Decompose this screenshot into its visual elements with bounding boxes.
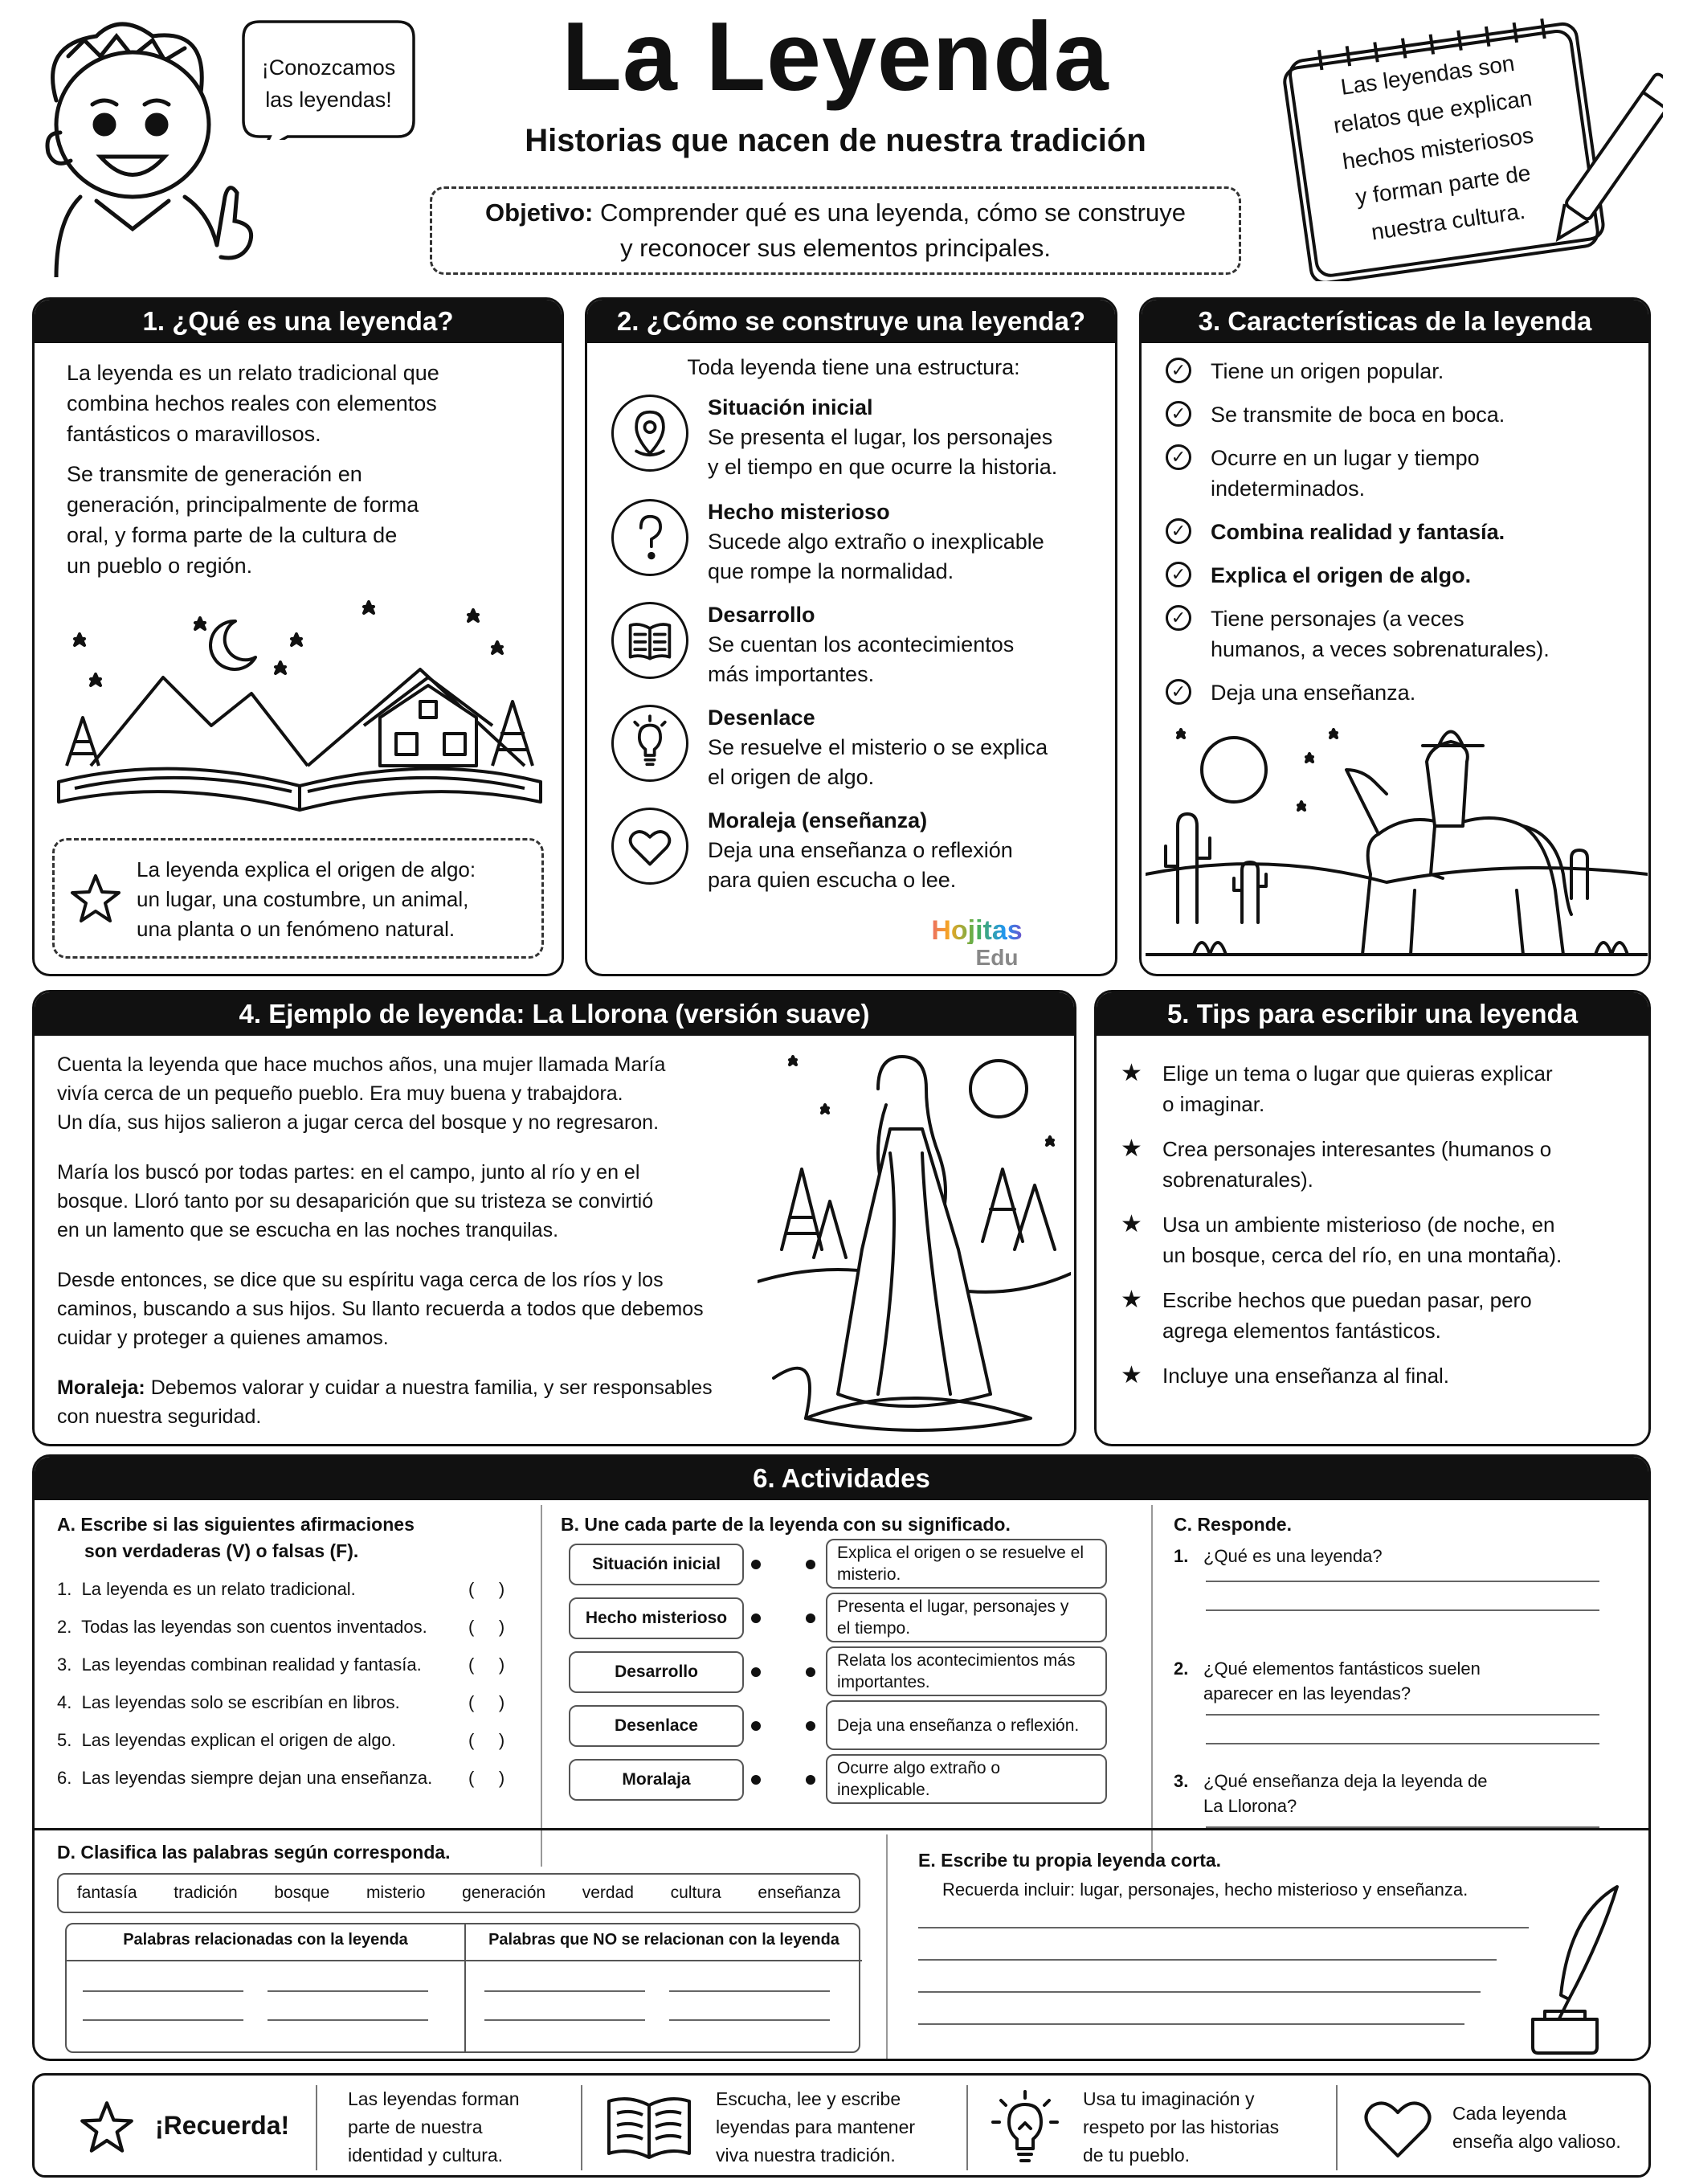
s1-box-l2: un lugar, una costumbre, un animal,: [137, 887, 469, 911]
tip-text: Usa un ambiente misterioso (de noche, en: [1162, 1213, 1555, 1237]
footer-t4-l1: Cada leyenda: [1452, 2103, 1566, 2124]
footer-t2-l3: viva nuestra tradición.: [716, 2145, 896, 2166]
characteristic-item: [1166, 677, 1640, 708]
characteristic-text: Deja una enseñanza.: [1211, 681, 1416, 705]
notepad-note: [1277, 8, 1663, 281]
section-6: [32, 1454, 1651, 2061]
check-circle-icon: ✓: [1166, 401, 1191, 427]
c-question: La Llorona?: [1203, 1796, 1297, 1816]
match-left-item[interactable]: Situación inicial: [569, 1544, 744, 1585]
section-4: [32, 990, 1076, 1446]
match-dot[interactable]: [751, 1721, 761, 1731]
footer-t4-l2: enseña algo valioso.: [1452, 2131, 1621, 2152]
s4-p3-l2: caminos, buscando a sus hijos. Su llanto recuerda a todos que debemos: [57, 1298, 704, 1320]
rider-desert-illustration: [1146, 714, 1648, 971]
s4-p2-l1: María los buscó por todas partes: en el campo, junto al río y en el: [57, 1161, 640, 1184]
tip-item: [1121, 1058, 1643, 1119]
tf-answer-blank[interactable]: ( ): [468, 1654, 505, 1675]
footer-t1-l3: identidad y cultura.: [348, 2145, 504, 2166]
tf-statement: 2. Todas las leyendas son cuentos inventados.: [57, 1617, 427, 1637]
word-bank-item[interactable]: verdad: [582, 1883, 634, 1902]
s1-p2-l1: Se transmite de generación en: [67, 462, 362, 486]
characteristic-text: Combina realidad y fantasía.: [1211, 520, 1505, 544]
word-bank-item[interactable]: cultura: [670, 1883, 721, 1902]
tf-answer-blank[interactable]: ( ): [468, 1617, 505, 1637]
open-book-illustration: [43, 581, 557, 822]
d-answer-line[interactable]: [484, 2019, 645, 2021]
match-dot[interactable]: [751, 1667, 761, 1677]
page-title: La Leyenda: [562, 2, 1109, 111]
c-answer-line[interactable]: [1206, 1743, 1599, 1744]
match-dot[interactable]: [806, 1613, 815, 1623]
section-2-title: 2. ¿Cómo se construye una leyenda?: [587, 300, 1115, 343]
c-answer-line[interactable]: [1206, 1581, 1599, 1582]
characteristic-text: Tiene personajes (a veces: [1211, 607, 1464, 631]
s6-e-title: E. Escribe tu propia leyenda corta.: [918, 1850, 1222, 1871]
d-answer-line[interactable]: [83, 1990, 243, 1992]
section-3: [1139, 297, 1651, 976]
match-right-text: misterio.: [837, 1565, 901, 1584]
characteristic-text: Explica el origen de algo.: [1211, 563, 1472, 587]
word-bank-item[interactable]: fantasía: [76, 1883, 137, 1902]
section-3-title: 3. Características de la leyenda: [1142, 300, 1648, 343]
d-answer-line[interactable]: [83, 2019, 243, 2021]
characteristic-text: Se transmite de boca en boca.: [1211, 403, 1505, 427]
d-col2-header: Palabras que NO se relacionan con la leyenda: [488, 1931, 839, 1949]
section-6-title: 6. Actividades: [35, 1457, 1648, 1500]
d-answer-line[interactable]: [669, 1990, 830, 1992]
note-line-2: relatos que explican: [1332, 85, 1534, 138]
s6-d-title: D. Clasifica las palabras según corresponda.: [57, 1842, 451, 1863]
d-answer-line[interactable]: [669, 2019, 830, 2021]
match-dot[interactable]: [751, 1775, 761, 1785]
speech-line-2: las leyendas!: [265, 88, 392, 112]
tip-text: un bosque, cerca del río, en una montaña).: [1162, 1243, 1562, 1267]
word-bank: [57, 1873, 860, 1913]
match-right-text: importantes.: [837, 1673, 930, 1691]
match-left-item[interactable]: Moralaja: [569, 1759, 744, 1801]
characteristic-text: Tiene un origen popular.: [1211, 359, 1444, 383]
lightbulb-icon: [989, 2088, 1061, 2169]
tf-statement: 3. Las leyendas combinan realidad y fantasía.: [57, 1654, 422, 1675]
s4-moral-label: Moraleja:: [57, 1376, 145, 1399]
characteristic-item: [1166, 399, 1640, 430]
s2-item-line: para quien escucha o lee.: [708, 868, 957, 892]
match-dot[interactable]: [806, 1667, 815, 1677]
match-left-item[interactable]: Hecho misterioso: [569, 1597, 744, 1639]
footer-t1-l2: parte de nuestra: [348, 2117, 483, 2137]
word-bank-item[interactable]: enseñanza: [758, 1883, 841, 1902]
tip-text: sobrenaturales).: [1162, 1168, 1313, 1192]
s2-item-line: Deja una enseñanza o reflexión: [708, 838, 1013, 862]
s2-item-line: el origen de algo.: [708, 765, 875, 789]
match-right-text: Deja una enseñanza o reflexión.: [837, 1716, 1080, 1735]
check-circle-icon: ✓: [1166, 358, 1191, 383]
characteristic-item: [1166, 603, 1640, 665]
s6-a-title-2: son verdaderas (V) o falsas (F).: [84, 1540, 359, 1561]
c-question: ¿Qué es una leyenda?: [1203, 1546, 1383, 1566]
s2-item-line: Se cuentan los acontecimientos: [708, 632, 1015, 656]
check-circle-icon: ✓: [1166, 679, 1191, 705]
e-writing-line[interactable]: [918, 2023, 1464, 2025]
footer-t3-l3: de tu pueblo.: [1083, 2145, 1191, 2166]
check-circle-icon: ✓: [1166, 518, 1191, 544]
match-right-text: Relata los acontecimientos más: [837, 1651, 1076, 1670]
match-dot[interactable]: [751, 1560, 761, 1569]
characteristic-item: [1166, 356, 1640, 386]
tf-statement: 1. La leyenda es un relato tradicional.: [57, 1579, 356, 1599]
tip-text: Escribe hechos que puedan pasar, pero: [1162, 1288, 1532, 1312]
note-line-4: y forman parte de: [1354, 160, 1533, 210]
tf-answer-blank[interactable]: ( ): [468, 1579, 505, 1599]
word-bank-item[interactable]: generación: [462, 1883, 546, 1902]
page-subtitle: Historias que nacen de nuestra tradición: [525, 123, 1146, 158]
characteristic-text: humanos, a veces sobrenaturales).: [1211, 637, 1550, 661]
book-icon: [605, 2093, 693, 2162]
tf-answer-blank[interactable]: ( ): [468, 1768, 505, 1788]
tip-item: [1121, 1134, 1643, 1195]
s1-box-l1: La leyenda explica el origen de algo:: [137, 857, 476, 881]
check-circle-icon: ✓: [1166, 562, 1191, 587]
objective-line-2: y reconocer sus elementos principales.: [620, 234, 1051, 262]
match-left-item[interactable]: Desenlace: [569, 1705, 744, 1747]
speech-bubble: [239, 18, 418, 140]
match-dot[interactable]: [751, 1613, 761, 1623]
s1-p1-l2: combina hechos reales con elementos: [67, 391, 437, 415]
characteristic-item: [1166, 560, 1640, 591]
tip-text: Incluye una enseñanza al final.: [1162, 1364, 1450, 1388]
d-answer-line[interactable]: [268, 2019, 428, 2021]
classify-table: [65, 1923, 860, 2053]
tf-answer-blank[interactable]: ( ): [468, 1730, 505, 1750]
match-dot[interactable]: [806, 1775, 815, 1785]
tip-item: [1121, 1209, 1643, 1270]
section-5-title: 5. Tips para escribir una leyenda: [1097, 992, 1648, 1036]
match-right-text: Ocurre algo extraño o: [837, 1759, 1001, 1777]
s4-p3-l1: Desde entonces, se dice que su espíritu vaga cerca de los ríos y los: [57, 1269, 664, 1291]
characteristic-text: Ocurre en un lugar y tiempo: [1211, 446, 1480, 470]
c-question: ¿Qué elementos fantásticos suelen: [1203, 1658, 1481, 1679]
objective-line-1: Comprender qué es una leyenda, cómo se construye: [600, 198, 1186, 227]
s1-box-l3: una planta o un fenómeno natural.: [137, 917, 455, 941]
location-pin-icon: [611, 395, 688, 472]
tf-statement: 5. Las leyendas explican el origen de algo.: [57, 1730, 396, 1750]
lightbulb-icon: [611, 705, 688, 782]
tf-answer-blank[interactable]: ( ): [468, 1692, 505, 1712]
book-icon: [611, 602, 688, 679]
star-bullet-icon: ★: [1121, 1286, 1142, 1313]
match-right-item[interactable]: [826, 1646, 1107, 1696]
match-dot[interactable]: [806, 1721, 815, 1731]
d-col1-header: Palabras relacionadas con la leyenda: [123, 1931, 408, 1949]
s6-e-sub: Recuerda incluir: lugar, personajes, hecho misterioso y enseñanza.: [942, 1879, 1468, 1900]
footer-t3-l1: Usa tu imaginación y: [1083, 2088, 1255, 2109]
c-question: aparecer en las leyendas?: [1203, 1683, 1411, 1703]
s2-item-line: más importantes.: [708, 662, 875, 686]
section-4-title: 4. Ejemplo de leyenda: La Llorona (versión suave): [35, 992, 1074, 1036]
section-5: [1094, 990, 1651, 1446]
note-line-1: Las leyendas son: [1339, 50, 1517, 100]
tip-item: [1121, 1285, 1643, 1346]
match-right-text: el tiempo.: [837, 1619, 911, 1638]
heart-icon: [1364, 2100, 1432, 2159]
s6-b-title: B. Une cada parte de la leyenda con su significado.: [561, 1514, 1011, 1535]
tip-text: o imaginar.: [1162, 1092, 1265, 1116]
footer-t2-l1: Escucha, lee y escribe: [716, 2088, 901, 2109]
check-circle-icon: ✓: [1166, 605, 1191, 631]
d-answer-line[interactable]: [268, 1990, 428, 1992]
match-right-item[interactable]: [826, 1539, 1107, 1589]
s4-moral-l1: Debemos valorar y cuidar a nuestra familia, y ser responsables: [150, 1376, 713, 1399]
star-icon: [79, 2100, 135, 2156]
match-right-item[interactable]: [826, 1700, 1107, 1750]
e-writing-line[interactable]: [918, 1927, 1529, 1928]
s2-item-title: Desenlace: [708, 706, 815, 730]
characteristic-item: [1166, 443, 1640, 504]
c-number: 2.: [1174, 1658, 1189, 1679]
quill-inkwell-icon: [1521, 1883, 1633, 2055]
s4-p1-l3: Un día, sus hijos salieron a jugar cerca del bosque y no regresaron.: [57, 1111, 660, 1134]
objective-box: [430, 186, 1241, 275]
match-right-text: Explica el origen o se resuelve el: [837, 1544, 1084, 1562]
s2-item-line: Sucede algo extraño o inexplicable: [708, 530, 1044, 554]
note-line-5: nuestra cultura.: [1370, 198, 1527, 245]
e-writing-line[interactable]: [918, 1959, 1497, 1961]
footer-banner: [32, 2073, 1651, 2178]
characteristic-item: [1166, 517, 1640, 547]
section-1-title: 1. ¿Qué es una leyenda?: [35, 300, 562, 343]
llorona-illustration: [758, 1041, 1071, 1442]
c-answer-line[interactable]: [1206, 1714, 1599, 1716]
s2-item-line: y el tiempo en que ocurre la historia.: [708, 455, 1058, 479]
s2-item-title: Situación inicial: [708, 395, 873, 419]
s6-c-title: C. Responde.: [1174, 1514, 1292, 1535]
s4-p2-l2: bosque. Lloró tanto por su desaparición que su tristeza se convirtió: [57, 1190, 654, 1213]
match-right-text: Presenta el lugar, personajes y: [837, 1597, 1069, 1616]
s2-item-title: Moraleja (enseñanza): [708, 808, 928, 832]
star-bullet-icon: ★: [1121, 1362, 1142, 1389]
s2-item-line: que rompe la normalidad.: [708, 559, 954, 583]
tip-item: [1121, 1360, 1643, 1391]
s4-p3-l3: cuidar y proteger a quienes amamos.: [57, 1327, 389, 1349]
question-mark-icon: [611, 499, 688, 576]
c-number: 3.: [1174, 1771, 1189, 1791]
boy-illustration: [24, 12, 257, 277]
characteristic-text: indeterminados.: [1211, 476, 1366, 501]
brand-logo: Hojitas Edu: [921, 917, 1033, 971]
s2-intro: Toda leyenda tiene una estructura:: [687, 355, 1020, 379]
footer-t3-l2: respeto por las historias: [1083, 2117, 1280, 2137]
match-dot[interactable]: [806, 1560, 815, 1569]
s6-a-title-1: A. Escribe si las siguientes afirmaciones: [57, 1514, 415, 1535]
match-right-item[interactable]: [826, 1593, 1107, 1642]
s1-p2-l2: generación, principalmente de forma: [67, 493, 419, 517]
speech-line-1: ¡Conozcamos: [261, 55, 396, 80]
c-answer-line[interactable]: [1206, 1826, 1599, 1828]
c-answer-line[interactable]: [1206, 1609, 1599, 1611]
s2-item-line: Se resuelve el misterio o se explica: [708, 735, 1048, 759]
s4-p1-l2: vivía cerca de un pequeño pueblo. Era muy buena y trabajdora.: [57, 1082, 623, 1105]
s2-item-title: Desarrollo: [708, 603, 815, 627]
word-bank-item[interactable]: bosque: [274, 1883, 330, 1902]
c-number: 1.: [1174, 1546, 1189, 1566]
s1-p2-l3: oral, y forma parte de la cultura de: [67, 523, 398, 547]
match-right-item[interactable]: [826, 1754, 1107, 1804]
tf-statement: 6. Las leyendas siempre dejan una enseñanza.: [57, 1768, 433, 1788]
tip-text: Elige un tema o lugar que quieras explicar: [1162, 1061, 1553, 1086]
match-right-text: inexplicable.: [837, 1781, 930, 1799]
s4-p1-l1: Cuenta la leyenda que hace muchos años, una mujer llamada María: [57, 1053, 666, 1076]
objective-label: Objetivo:: [485, 198, 594, 227]
heart-icon: [611, 808, 688, 885]
c-question: ¿Qué enseñanza deja la leyenda de: [1203, 1771, 1488, 1791]
tip-text: Crea personajes interesantes (humanos o: [1162, 1137, 1552, 1161]
check-circle-icon: ✓: [1166, 444, 1191, 470]
s1-origin-box: [52, 838, 544, 959]
s1-p1-l1: La leyenda es un relato tradicional que: [67, 361, 439, 385]
star-icon: [69, 873, 122, 926]
match-left-item[interactable]: Desarrollo: [569, 1651, 744, 1693]
note-line-3: hechos misteriosos: [1341, 122, 1535, 174]
e-writing-line[interactable]: [918, 1991, 1481, 1993]
s2-item-title: Hecho misterioso: [708, 500, 890, 524]
tip-text: agrega elementos fantásticos.: [1162, 1319, 1441, 1343]
section-1: [32, 297, 564, 976]
s2-item-line: Se presenta el lugar, los personajes: [708, 425, 1053, 449]
section-2: [585, 297, 1117, 976]
s1-p2-l4: un pueblo o región.: [67, 554, 253, 578]
footer-remember: ¡Recuerda!: [155, 2111, 290, 2140]
star-bullet-icon: ★: [1121, 1060, 1142, 1086]
s4-moral-l2: con nuestra seguridad.: [57, 1405, 262, 1428]
star-bullet-icon: ★: [1121, 1211, 1142, 1237]
footer-t1-l1: Las leyendas forman: [348, 2088, 520, 2109]
tf-statement: 4. Las leyendas solo se escribían en libros.: [57, 1692, 400, 1712]
star-bullet-icon: ★: [1121, 1135, 1142, 1162]
word-bank-item[interactable]: misterio: [366, 1883, 426, 1902]
footer-t2-l2: leyendas para mantener: [716, 2117, 916, 2137]
s1-p1-l3: fantásticos o maravillosos.: [67, 422, 321, 446]
word-bank-item[interactable]: tradición: [174, 1883, 238, 1902]
s4-p2-l3: en un lamento que se escucha en las noches tranquilas.: [57, 1219, 559, 1241]
d-answer-line[interactable]: [484, 1990, 645, 1992]
